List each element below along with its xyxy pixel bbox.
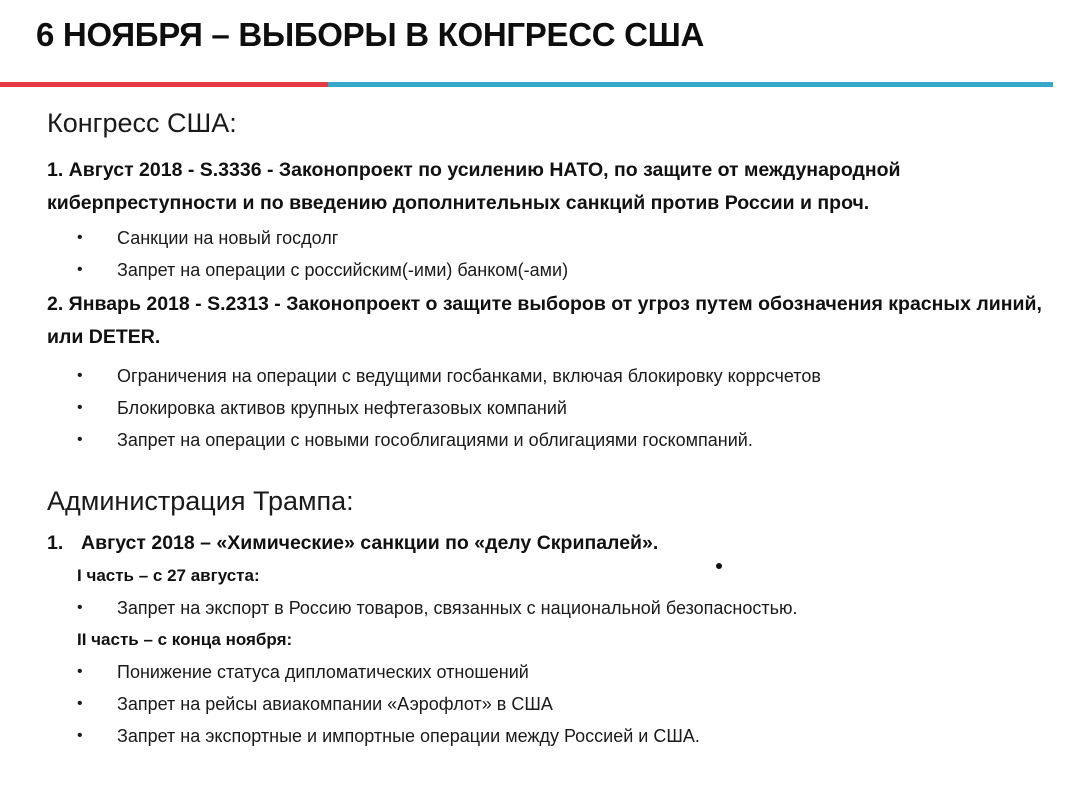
congress-item-1-bullets: [47, 222, 1052, 286]
congress-item-1: 1. Август 2018 - S.3336 - Законопроект по усилению НАТО, по защите от международной киберпреступности и по введению дополнительных санкций против России и проч.: [47, 159, 901, 214]
congress-item-2: 2. Январь 2018 - S.2313 - Законопроект о защите выборов от угроз путем обозначения красных линий, или DETER.: [47, 293, 1042, 348]
slide-content: [47, 104, 1052, 752]
part-1-bullets: [47, 592, 1052, 624]
list-item: • Запрет на рейсы авиакомпании «Аэрофлот» в США: [47, 688, 1052, 720]
bullet-icon: •: [77, 599, 83, 616]
list-item: • Блокировка активов крупных нефтегазовых компаний: [47, 392, 1052, 424]
list-item: • Запрет на экспорт в Россию товаров, связанных с национальной безопасностью.: [47, 592, 1052, 624]
part-2-label: II часть – с конца ноября:: [77, 630, 293, 649]
part-1-label: I часть – с 27 августа:: [77, 566, 260, 585]
list-item: • Запрет на операции с российским(-ими) банком(-ами): [47, 254, 1052, 286]
bullet-icon: •: [77, 727, 83, 744]
congress-item-2-bullets: [47, 360, 1052, 456]
administration-item-1: [47, 526, 1052, 560]
administration-heading: Администрация Трампа:: [47, 486, 354, 516]
bullet-icon: •: [77, 695, 83, 712]
bullet-icon: •: [77, 399, 83, 416]
list-item: • Санкции на новый госдолг: [47, 222, 1052, 254]
bullet-icon: •: [77, 367, 83, 384]
list-item: • Запрет на операции с новыми гособлигациями и облигациями госкомпаний.: [47, 424, 1052, 456]
list-item: • Понижение статуса дипломатических отношений: [47, 656, 1052, 688]
bullet-icon: •: [77, 261, 83, 278]
bullet-icon: •: [77, 431, 83, 448]
bullet-icon: •: [77, 663, 83, 680]
congress-heading: Конгресс США:: [47, 108, 237, 138]
accent-divider: [0, 82, 1053, 87]
list-item: • Ограничения на операции с ведущими госбанками, включая блокировку коррсчетов: [47, 360, 1052, 392]
part-2-bullets: [47, 656, 1052, 752]
bullet-icon: •: [77, 229, 83, 246]
stray-dot-mark: [716, 563, 722, 569]
slide-title: 6 НОЯБРЯ – ВЫБОРЫ В КОНГРЕСС США: [36, 16, 705, 53]
accent-divider-blue: [328, 82, 1053, 87]
accent-divider-red: [0, 82, 328, 87]
administration-item-text: Август 2018 – «Химические» санкции по «делу Скрипалей».: [81, 532, 659, 554]
list-item: • Запрет на экспортные и импортные операции между Россией и США.: [47, 720, 1052, 752]
administration-item-number: 1.: [47, 532, 64, 554]
